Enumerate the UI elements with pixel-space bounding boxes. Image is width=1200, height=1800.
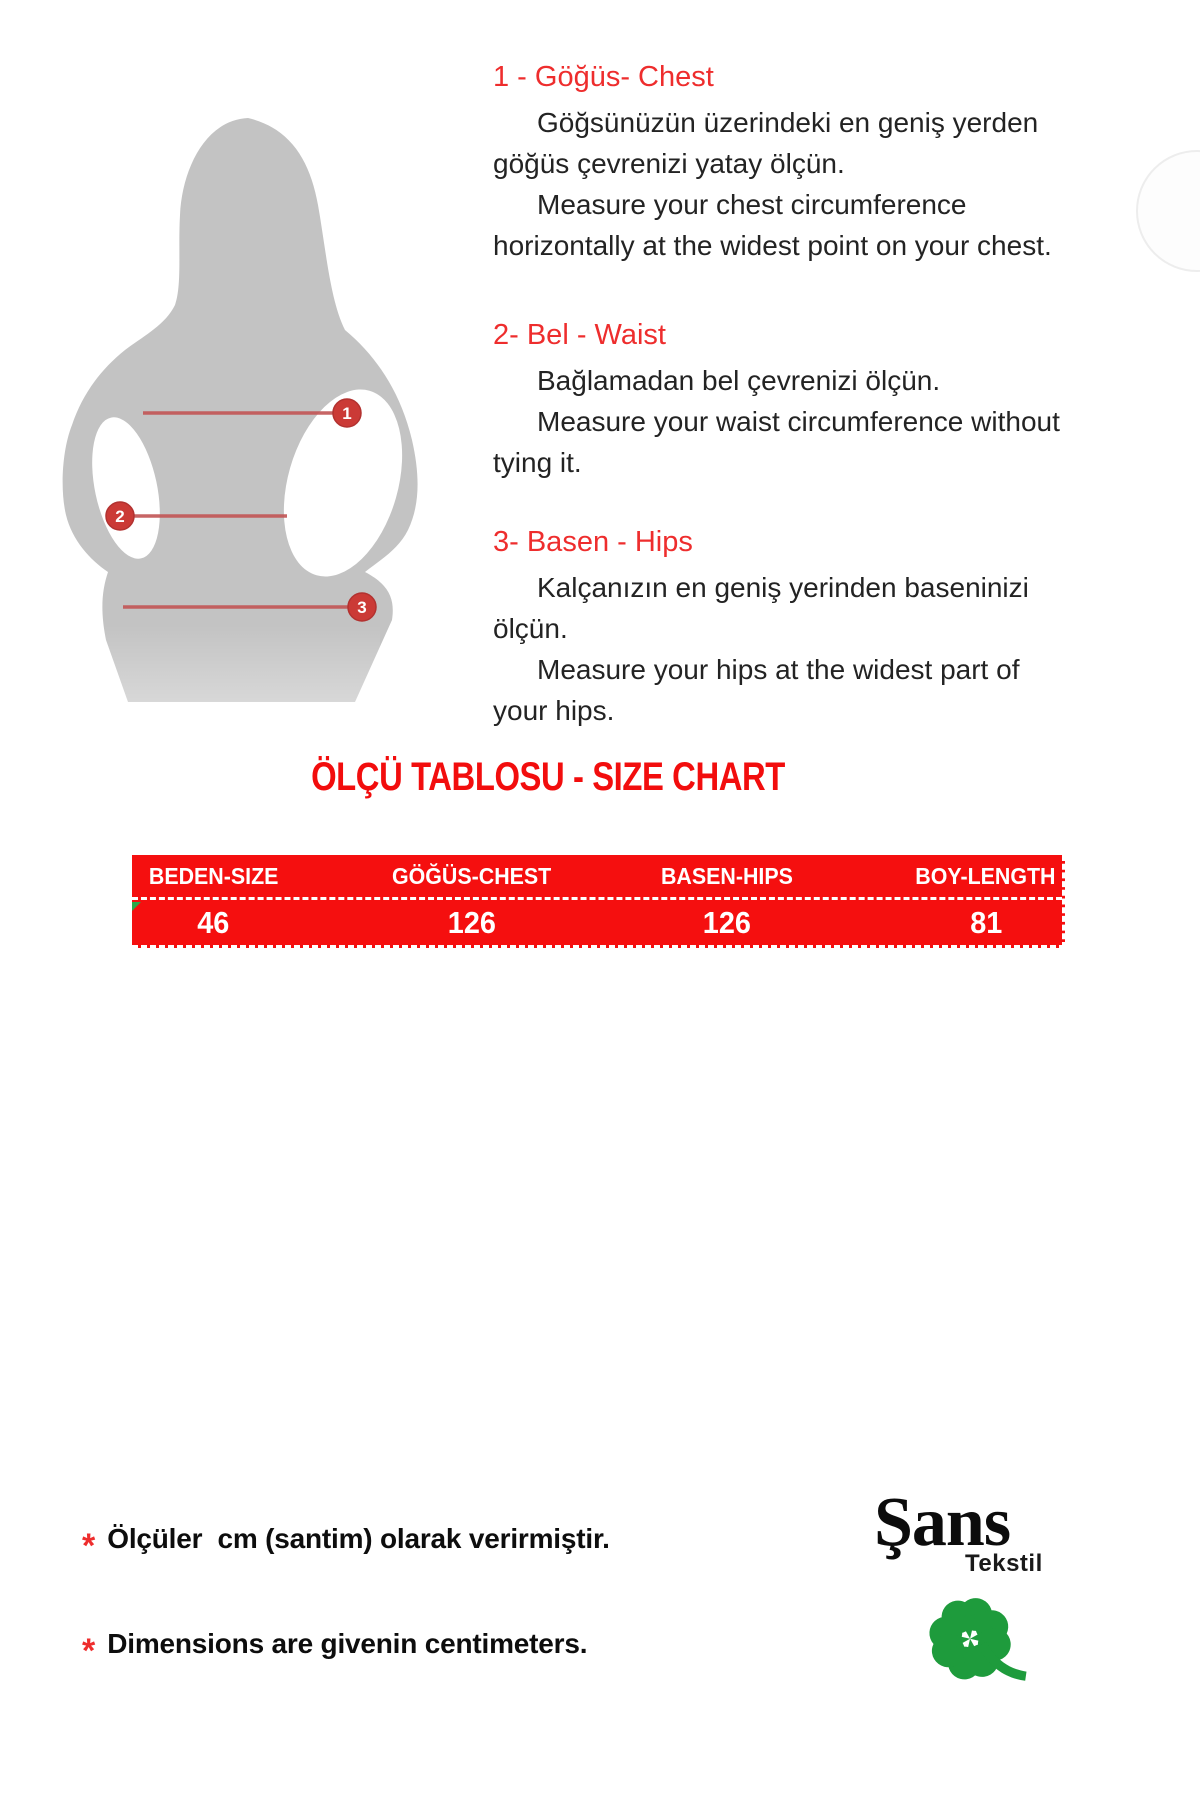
- section-chest-line: horizontally at the widest point on your chest.: [493, 230, 1052, 261]
- section-chest: [493, 57, 1193, 266]
- body-silhouette-svg: [40, 105, 420, 715]
- brand-name: Şans: [874, 1484, 1011, 1561]
- section-waist-line: tying it.: [493, 447, 582, 478]
- note-turkish: [82, 1523, 610, 1566]
- asterisk-icon: *: [82, 1527, 96, 1566]
- clover-logo: [908, 1581, 1040, 1707]
- value-basen-hips: 126: [703, 904, 752, 940]
- marker-3-label: 3: [357, 598, 367, 617]
- section-chest-line: Göğsünüzün üzerindeki en geniş yerden: [537, 107, 1039, 138]
- header-basen-hips: BASEN-HIPS: [661, 862, 794, 889]
- brand-subtitle: Tekstil: [965, 1550, 1043, 1577]
- measurement-figure: [40, 105, 420, 715]
- note-turkish-text: Ölçüler cm (santim) olarak verirmiştir.: [107, 1523, 610, 1554]
- value-beden-size: 46: [197, 904, 230, 940]
- section-waist: [493, 315, 1193, 483]
- size-chart-title: ÖLÇÜ TABLOSU - SIZE CHART: [311, 755, 785, 799]
- clover-icon: [908, 1581, 1040, 1707]
- section-hips-line: ölçün.: [493, 613, 568, 644]
- size-chart-value-row: [132, 900, 1062, 945]
- header-boy-length: BOY-LENGTH: [915, 862, 1056, 889]
- section-hips-line: Measure your hips at the widest part of: [537, 654, 1020, 685]
- size-chart-header-row: [132, 855, 1062, 900]
- section-waist-line: Measure your waist circumference without: [537, 406, 1060, 437]
- cell-corner-marker: [132, 902, 141, 911]
- size-chart-table: [132, 855, 1065, 948]
- section-chest-line: göğüs çevrenizi yatay ölçün.: [493, 148, 845, 179]
- section-chest-heading: 1 - Göğüs- Chest: [493, 61, 714, 93]
- value-boy-length: 81: [969, 904, 1002, 940]
- section-hips-line: Kalçanızın en geniş yerinden baseninizi: [537, 572, 1029, 603]
- silhouette-fade: [100, 625, 380, 703]
- marker-2-label: 2: [115, 507, 125, 526]
- value-gogus-chest: 126: [447, 904, 496, 940]
- section-chest-line: Measure your chest circumference: [537, 189, 967, 220]
- marker-1-label: 1: [342, 404, 352, 423]
- section-waist-heading: 2- Bel - Waist: [493, 319, 666, 351]
- header-gogus-chest: GÖĞÜS-CHEST: [392, 862, 552, 889]
- section-waist-line: Bağlamadan bel çevrenizi ölçün.: [537, 365, 941, 396]
- section-hips-heading: 3- Basen - Hips: [493, 526, 693, 558]
- header-beden-size: BEDEN-SIZE: [148, 862, 279, 889]
- section-hips-line: your hips.: [493, 695, 615, 726]
- note-english: [82, 1628, 588, 1671]
- asterisk-icon: *: [82, 1632, 96, 1671]
- section-hips: [493, 522, 1193, 731]
- note-english-text: Dimensions are givenin centimeters.: [107, 1628, 588, 1659]
